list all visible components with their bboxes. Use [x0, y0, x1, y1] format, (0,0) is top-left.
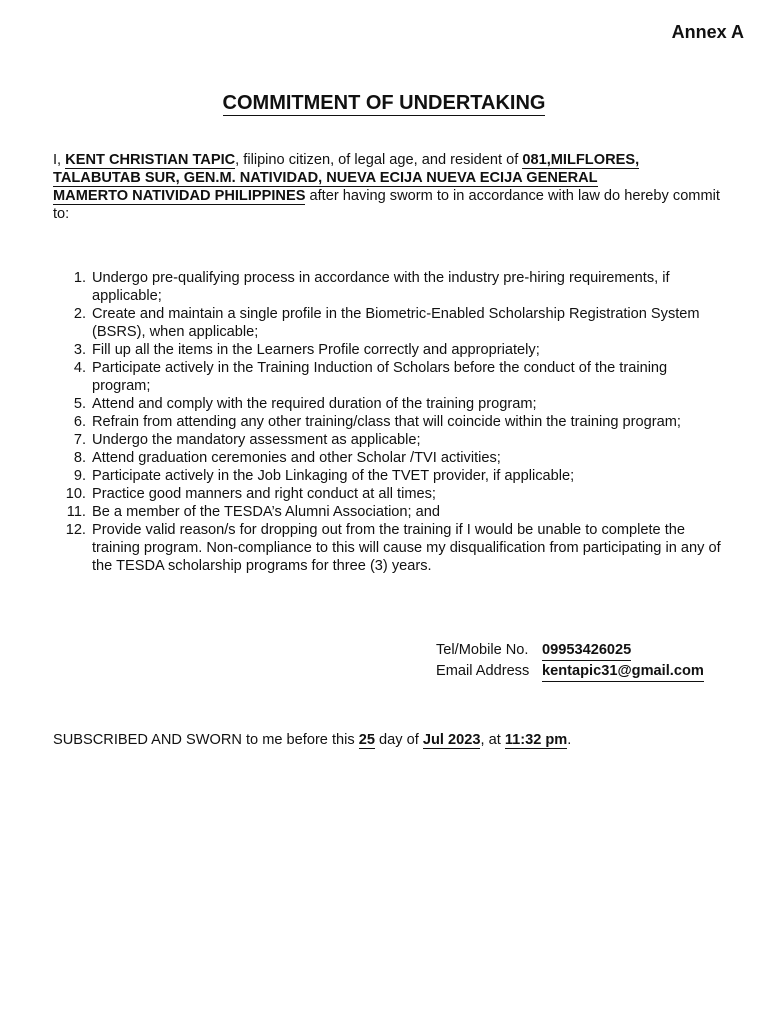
tel-label: Tel/Mobile No.: [436, 642, 529, 658]
commitment-item-number: 7.: [73, 432, 86, 448]
commitment-item: [53, 305, 721, 341]
commitment-item-number: 9.: [73, 468, 86, 484]
commitment-item-number: 6.: [73, 414, 86, 430]
commitment-item: [53, 503, 721, 521]
commitment-item: [53, 395, 721, 413]
commitment-item-text: Provide valid reason/s for dropping out from the training if I would be unable to complete the training program. Non-compliance to this will cause my disqualification from participating in any of the TESDA scholarship programs for three (3) years.: [92, 522, 721, 574]
commitment-item: [53, 413, 721, 431]
commitment-item-text: Refrain from attending any other training/class that will coincide within the training program;: [92, 414, 681, 430]
commitment-item-number: 3.: [73, 342, 86, 358]
tel-row: [436, 640, 704, 661]
commitment-item: [53, 467, 721, 485]
commitment-item: [53, 359, 721, 395]
commitment-list: [53, 269, 721, 575]
sworn-time: 11:32 pm: [504, 732, 568, 748]
commitment-item-text: Practice good manners and right conduct at all times;: [92, 486, 436, 502]
address-line-1: 081,MILFLORES,: [522, 152, 640, 168]
commitment-item-text: Fill up all the items in the Learners Profile correctly and appropriately;: [92, 342, 540, 358]
commitment-item-text: Participate actively in the Job Linkaging of the TVET provider, if applicable;: [92, 468, 575, 484]
commitment-item-text: Attend graduation ceremonies and other Scholar /TVI activities;: [92, 450, 501, 466]
commitment-item: [53, 449, 721, 467]
commitment-item: [53, 269, 721, 305]
intro-text-2: , filipino citizen, of legal age, and resident of: [235, 152, 523, 168]
email-value: kentapic31@gmail.com: [542, 661, 704, 682]
commitment-item-number: 5.: [73, 396, 86, 412]
email-label: Email Address: [436, 663, 530, 679]
document-title-container: [0, 92, 768, 115]
address-line-3: MAMERTO NATIVIDAD PHILIPPINES: [53, 188, 306, 204]
commitment-item-text: Undergo the mandatory assessment as applicable;: [92, 432, 421, 448]
commitment-item: [53, 341, 721, 359]
email-row: [436, 661, 704, 682]
commitment-item-text: Create and maintain a single profile in the Biometric-Enabled Scholarship Registration System (BSRS), when applicable;: [92, 306, 700, 340]
document-title: COMMITMENT OF UNDERTAKING: [222, 92, 546, 114]
sworn-month: Jul 2023: [422, 732, 481, 748]
commitment-item-number: 12.: [65, 522, 86, 538]
commitment-item: [53, 431, 721, 449]
contact-block: [436, 640, 704, 682]
intro-text-3: after having sworm to in accordance with law do hereby commit to:: [53, 188, 720, 222]
commitment-item-text: Participate actively in the Training Induction of Scholars before the conduct of the training program;: [92, 360, 668, 394]
sworn-text-2: day of: [374, 732, 423, 748]
sworn-text-4: .: [567, 732, 572, 748]
commitment-item-number: 11.: [66, 504, 86, 520]
sworn-text-3: , at: [480, 732, 505, 748]
commitment-item: [53, 521, 721, 575]
annex-label: Annex A: [671, 22, 744, 42]
commitment-item-text: Be a member of the TESDA’s Alumni Association; and: [92, 504, 440, 520]
resident-name: KENT CHRISTIAN TAPIC: [65, 152, 236, 168]
commitment-item-number: 1.: [73, 270, 86, 286]
sworn-statement: [53, 731, 571, 749]
sworn-text-1: SUBSCRIBED AND SWORN to me before this: [53, 732, 359, 748]
commitment-item-number: 10.: [65, 486, 86, 502]
commitment-item-number: 4.: [73, 360, 86, 376]
commitment-item: [53, 485, 721, 503]
intro-paragraph: [53, 151, 721, 223]
address-line-2: TALABUTAB SUR, GEN.M. NATIVIDAD, NUEVA ECIJA NUEVA ECIJA GENERAL: [53, 170, 598, 186]
sworn-day: 25: [358, 732, 375, 748]
tel-value: 09953426025: [542, 640, 631, 661]
commitment-item-number: 2.: [73, 306, 86, 322]
commitment-item-text: Attend and comply with the required duration of the training program;: [92, 396, 537, 412]
commitment-item-text: Undergo pre-qualifying process in accordance with the industry pre-hiring requirements, if applicable;: [92, 270, 670, 304]
commitment-item-number: 8.: [73, 450, 86, 466]
intro-text-1: I,: [53, 152, 66, 168]
